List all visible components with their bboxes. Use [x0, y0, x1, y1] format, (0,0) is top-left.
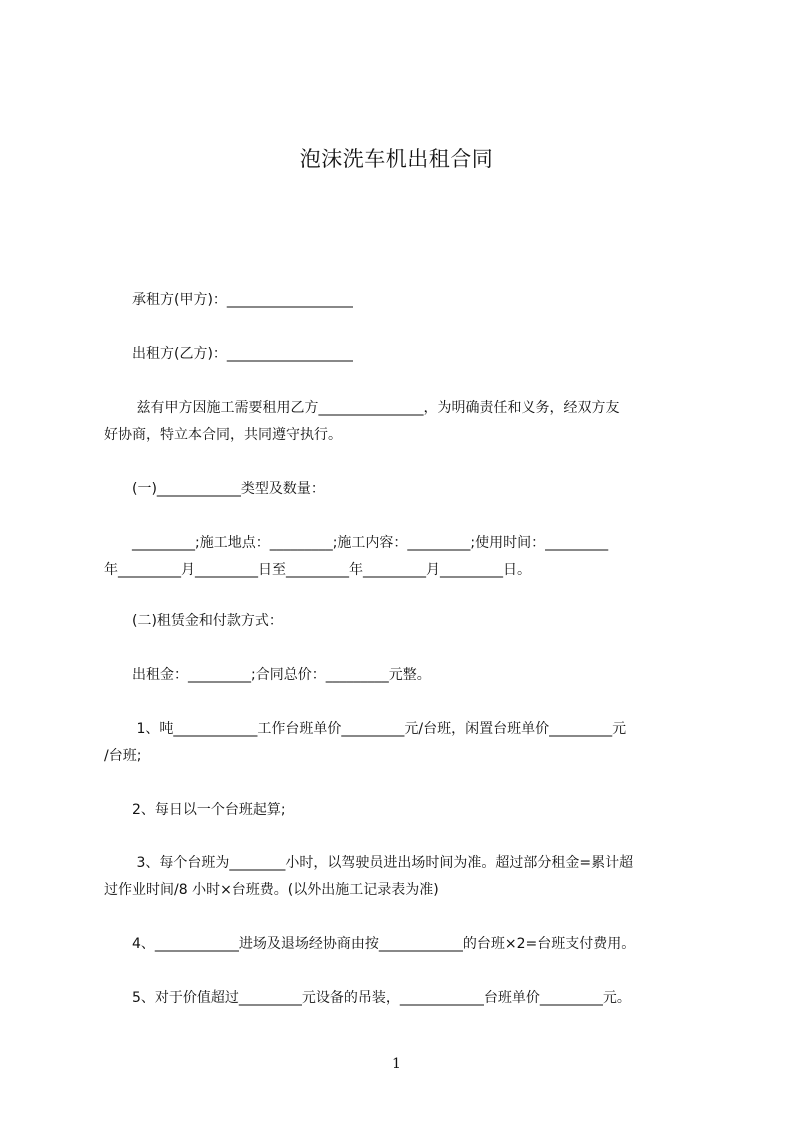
- clause-2-line: 2、每日以一个台班起算;: [104, 802, 286, 818]
- party-a-line: 承租方(甲方)：__________________: [104, 292, 353, 308]
- clause-1-line-2: /台班;: [104, 748, 142, 764]
- section-2-heading: (二)租赁金和付款方式：: [104, 613, 283, 629]
- clause-3-line-2: 过作业时间/8 小时×台班费。(以外出施工记录表为准): [104, 882, 439, 898]
- intro-line-2: 好协商，特立本合同，共同遵守执行。: [104, 427, 342, 443]
- page-number: 1: [392, 1056, 401, 1072]
- rent-total-line: 出租金：_________;合同总价：_________元整。: [104, 667, 431, 683]
- party-b-line: 出租方(乙方)：__________________: [104, 346, 353, 362]
- intro-line-1: 兹有甲方因施工需要租用乙方_______________，为明确责任和义务，经双方友: [104, 400, 620, 416]
- site-details-line-1: _________;施工地点：_________;施工内容：_________;使用时间：_________: [104, 535, 609, 551]
- section-1-heading: (一)____________类型及数量：: [104, 481, 325, 497]
- clause-5-line: 5、对于价值超过_________元设备的吊装，____________台班单价_________元。: [104, 990, 631, 1006]
- site-details-line-2: 年_________月_________日至_________年_________月_________日。: [104, 562, 531, 578]
- document-title: 泡沫洗车机出租合同: [299, 147, 494, 171]
- clause-4-line: 4、____________进场及退场经协商由按____________的台班×2=台班支付费用。: [104, 936, 636, 952]
- clause-1-line-1: 1、吨____________工作台班单价_________元/台班，闲置台班单价_________元: [104, 721, 627, 737]
- clause-3-line-1: 3、每个台班为________小时，以驾驶员进出场时间为准。超过部分租金=累计超: [104, 855, 634, 871]
